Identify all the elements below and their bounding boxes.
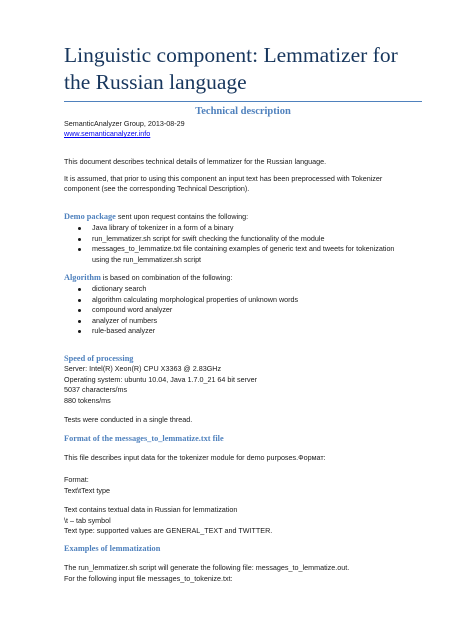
author-date: SemanticAnalyzer Group, 2013-08-29 xyxy=(64,119,185,128)
algorithm-list xyxy=(64,284,298,337)
list-item: Java library of tokenizer in a form of a binary xyxy=(64,223,394,234)
list-item: algorithm calculating morphological properties of unknown words xyxy=(64,295,298,306)
speed-os: Operating system: ubuntu 10.04, Java 1.7.0_21 64 bit server xyxy=(64,375,257,384)
intro-paragraph-1: This document describes technical details of lemmatizer for the Russian language. xyxy=(64,157,327,166)
examples-line-2: For the following input file messages_to_tokenize.txt: xyxy=(64,574,233,583)
format-value: Text\tText type xyxy=(64,486,110,495)
demo-package-lead xyxy=(64,212,248,223)
title-line-1: Linguistic component: Lemmatizer for xyxy=(64,43,398,67)
title-underline xyxy=(64,101,422,102)
list-item: rule-based analyzer xyxy=(64,326,298,337)
examples-heading: Examples of lemmatization xyxy=(64,544,161,553)
intro-paragraph-2-line-1: It is assumed, that prior to using this component an input text has been preprocessed with Tokenizer xyxy=(64,174,383,183)
format-description: This file describes input data for the tokenizer module for demo purposes.Формат: xyxy=(64,453,326,462)
bullet-icon xyxy=(78,309,81,312)
bullet-icon xyxy=(78,299,81,302)
bullet-icon xyxy=(78,320,81,323)
bullet-icon xyxy=(78,227,81,230)
speed-chars: 5037 characters/ms xyxy=(64,385,128,394)
format-line-tab: \t – tab symbol xyxy=(64,516,111,525)
list-item-continuation: using the run_lemmatizer.sh script xyxy=(92,254,202,264)
list-item: compound word analyzer xyxy=(64,305,298,316)
bullet-icon xyxy=(78,288,81,291)
algorithm-lead-text: is based on combination of the following: xyxy=(100,273,233,282)
list-item: dictionary search xyxy=(64,284,298,295)
demo-package-list xyxy=(64,223,394,265)
format-heading: Format of the messages_to_lemmatize.txt file xyxy=(64,434,224,443)
bullet-icon xyxy=(78,238,81,241)
list-item: analyzer of numbers xyxy=(64,316,298,327)
bullet-icon xyxy=(78,330,81,333)
document-title xyxy=(64,42,424,96)
demo-package-heading: Demo package xyxy=(64,212,116,221)
format-label: Format: xyxy=(64,475,89,484)
bullet-icon xyxy=(78,248,81,251)
title-line-2: the Russian language xyxy=(64,70,247,94)
speed-note: Tests were conducted in a single thread. xyxy=(64,415,193,424)
speed-tokens: 880 tokens/ms xyxy=(64,396,111,405)
algorithm-heading: Algorithm xyxy=(64,273,101,282)
document-subtitle: Technical description xyxy=(195,106,291,117)
website-link[interactable]: www.semanticanalyzer.info xyxy=(64,129,151,138)
algorithm-lead xyxy=(64,273,232,284)
speed-heading: Speed of processing xyxy=(64,354,134,363)
intro-paragraph-2-line-2: component (see the corresponding Technical Description). xyxy=(64,184,250,193)
list-item: messages_to_lemmatize.txt file containing examples of generic text and tweets for tokenization xyxy=(64,244,394,255)
demo-package-lead-text: sent upon request contains the following: xyxy=(115,212,249,221)
list-item: run_lemmatizer.sh script for swift checking the functionality of the module xyxy=(64,234,394,245)
examples-line-1: The run_lemmatizer.sh script will generate the following file: messages_to_lemmatize.out. xyxy=(64,563,350,572)
format-line-type: Text type: supported values are GENERAL_TEXT and TWITTER. xyxy=(64,526,273,535)
speed-server: Server: Intel(R) Xeon(R) CPU X3363 @ 2.83GHz xyxy=(64,364,222,373)
format-line-text: Text contains textual data in Russian for lemmatization xyxy=(64,505,238,514)
